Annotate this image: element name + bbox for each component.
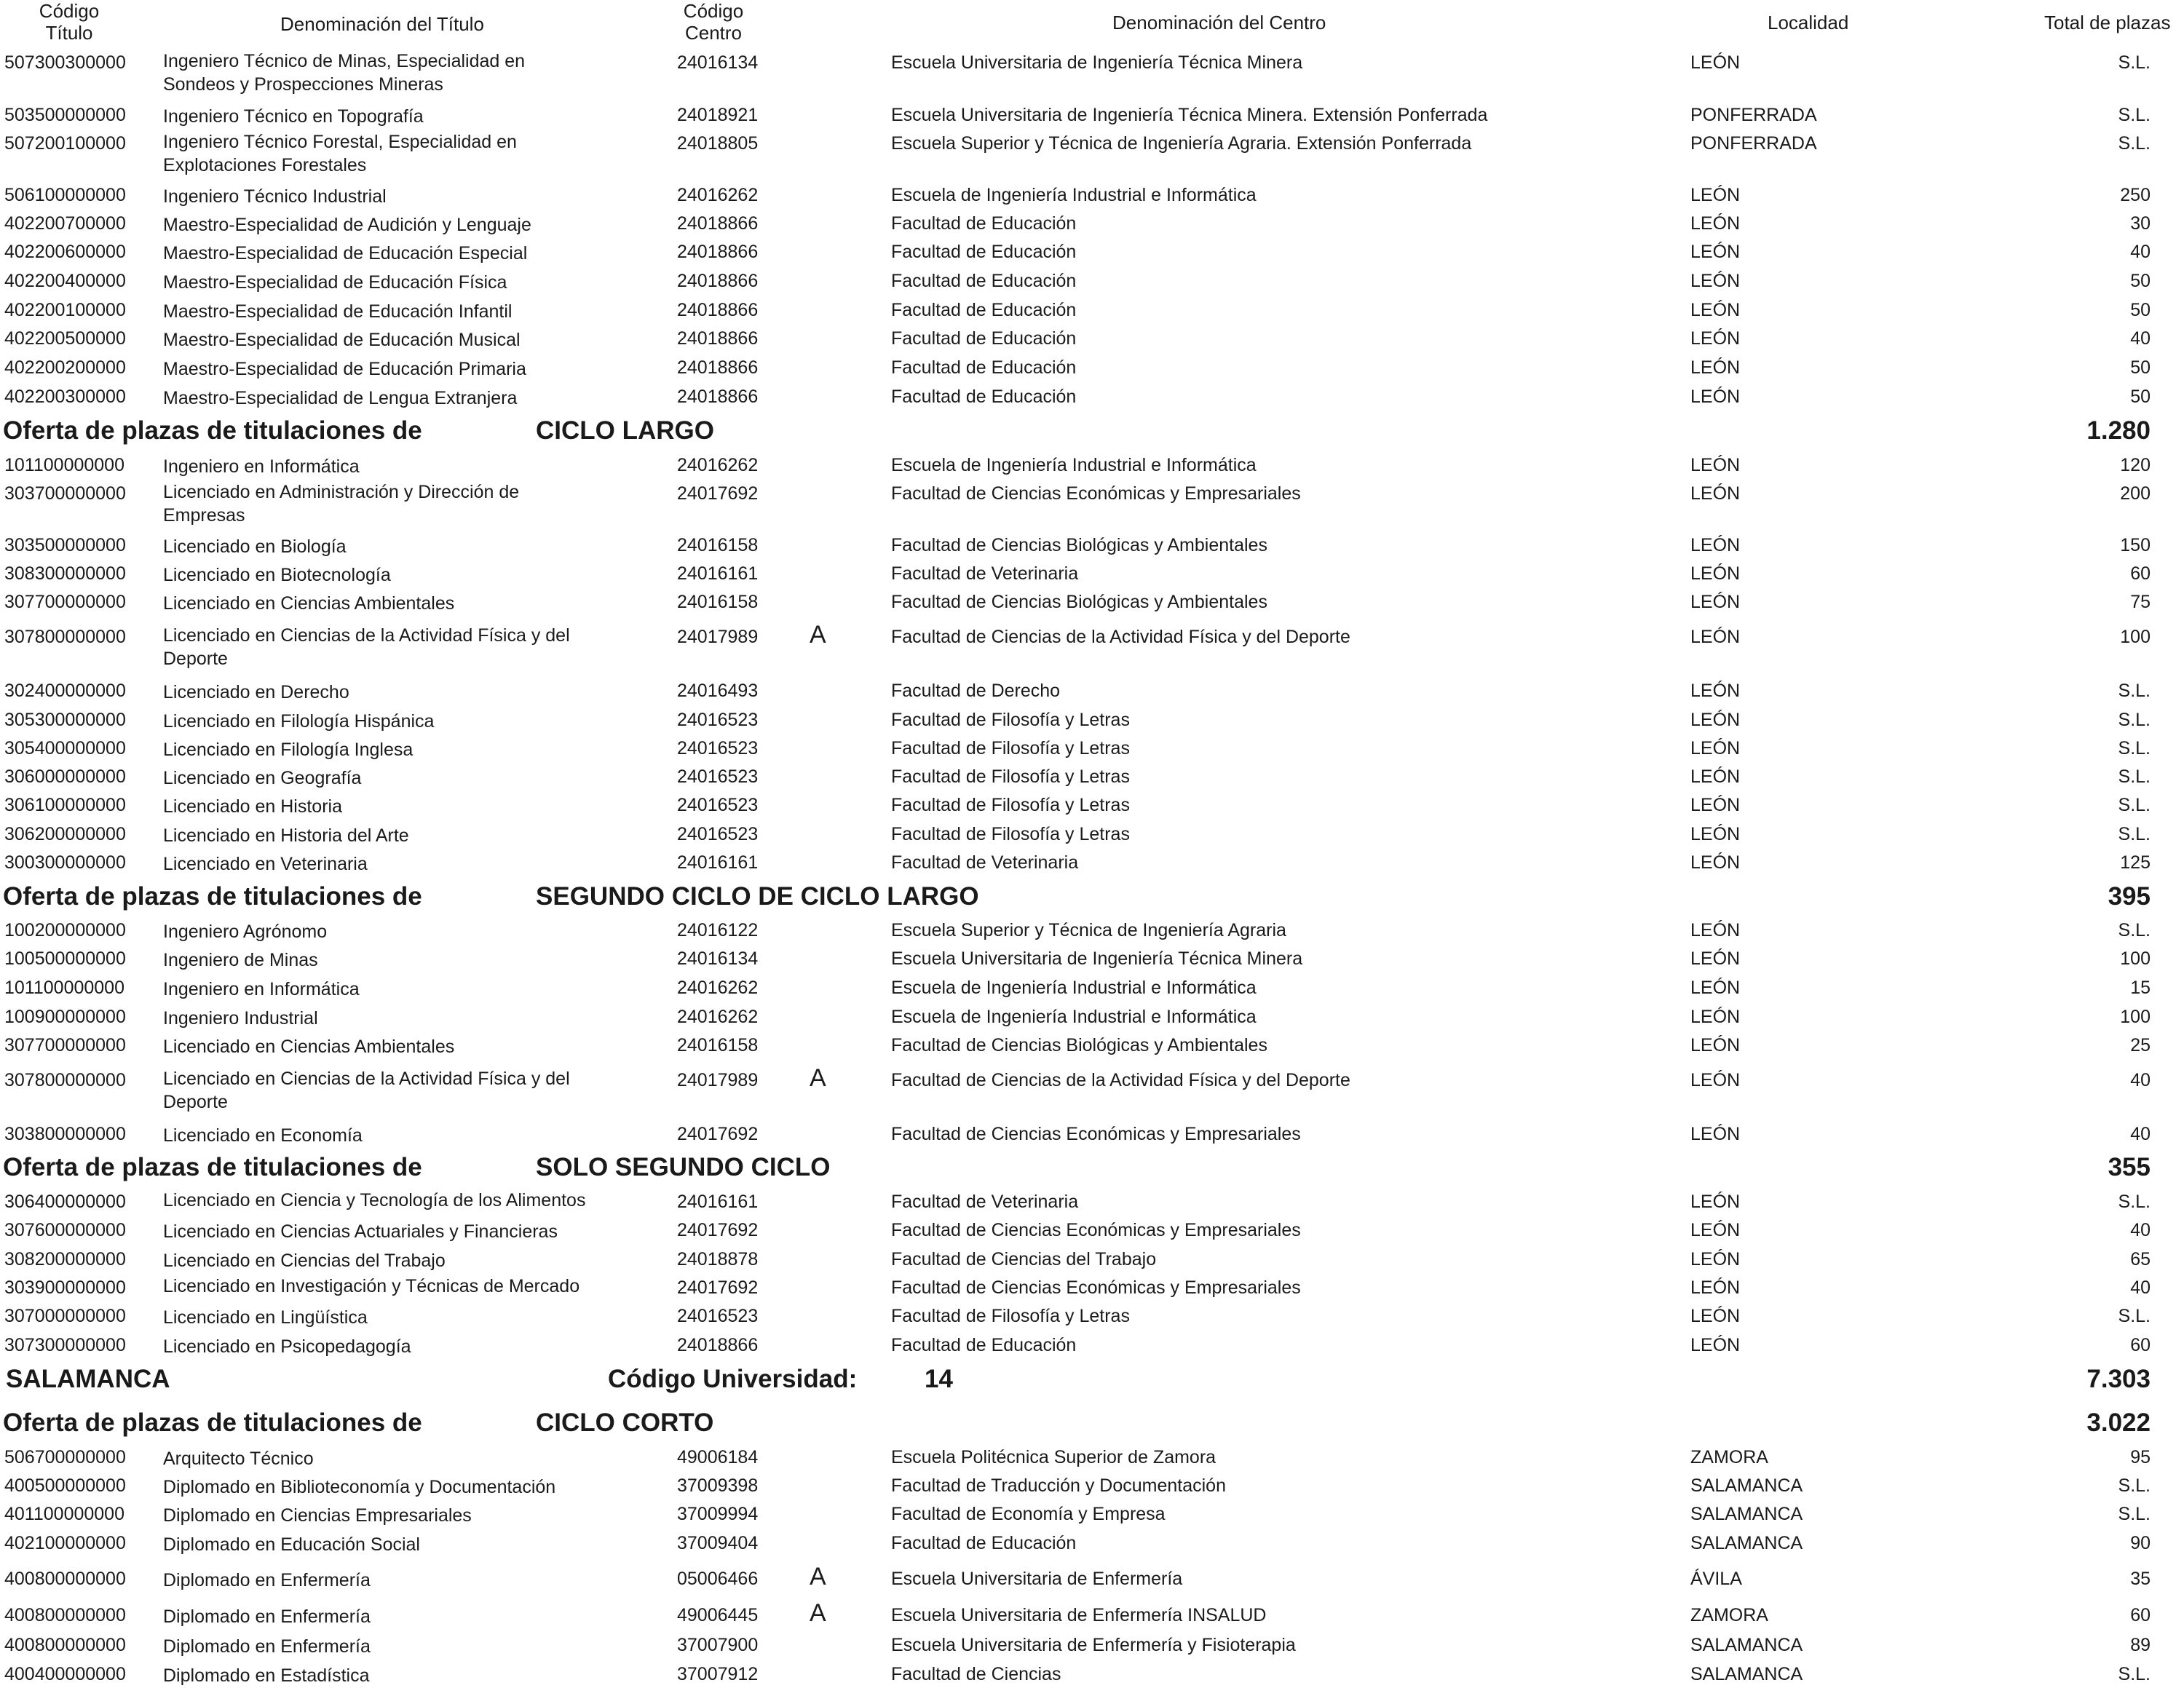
denominacion-centro: Facultad de Educación [891,300,1077,320]
total-plazas: S.L. [2118,1475,2151,1496]
denominacion-titulo: Licenciado en Geografía [163,768,362,788]
codigo-titulo: 402200200000 [4,357,126,378]
codigo-titulo: 402200100000 [4,300,126,320]
denominacion-titulo: Ingeniero Industrial [163,1008,318,1029]
denominacion-titulo: Maestro-Especialidad de Educación Infantil [163,301,513,322]
denominacion-centro: Facultad de Filosofía y Letras [891,738,1130,758]
denominacion-titulo: Maestro-Especialidad de Educación Especial [163,243,528,263]
codigo-titulo: 101100000000 [4,455,124,475]
denominacion-titulo: Licenciado en Administración y Dirección de Empresas [163,482,520,526]
denominacion-titulo: Ingeniero de Minas [163,950,318,970]
section-label: Oferta de plazas de titulaciones de [3,416,422,445]
codigo-centro: 24016158 [677,592,759,612]
codigo-titulo: 303700000000 [4,483,126,504]
denominacion-centro: Facultad de Educación [891,328,1077,349]
total-plazas: S.L. [2118,681,2151,701]
localidad: SALAMANCA [1690,1475,1803,1496]
denominacion-centro: Facultad de Filosofía y Letras [891,1306,1130,1326]
header-codigo-centro: Código Centro [683,0,744,44]
denominacion-centro: Facultad de Ciencias Biológicas y Ambientales [891,1035,1267,1055]
codigo-centro: 37009404 [677,1533,759,1553]
denominacion-centro: Escuela Universitaria de Enfermería y Fisioterapia [891,1635,1296,1655]
denominacion-centro: Facultad de Ciencias del Trabajo [891,1249,1157,1269]
section-total: 3.022 [2086,1408,2151,1437]
total-plazas: 50 [2130,300,2151,320]
localidad: LEÓN [1690,795,1741,815]
denominacion-centro: Facultad de Educación [891,357,1077,378]
localidad: PONFERRADA [1690,133,1817,154]
denominacion-centro: Escuela Superior y Técnica de Ingeniería Agraria. Extensión Ponferrada [891,133,1472,154]
codigo-titulo: 400400000000 [4,1664,126,1684]
total-plazas: 150 [2120,535,2151,555]
denominacion-titulo: Diplomado en Biblioteconomía y Documentación [163,1477,556,1497]
denominacion-titulo: Maestro-Especialidad de Educación Musical [163,330,521,350]
denominacion-titulo: Diplomado en Enfermería [163,1570,371,1590]
localidad: LEÓN [1690,766,1741,787]
codigo-titulo: 401100000000 [4,1504,124,1524]
denominacion-centro: Facultad de Traducción y Documentación [891,1475,1226,1496]
codigo-titulo: 307300000000 [4,1335,126,1355]
localidad: LEÓN [1690,535,1741,555]
codigo-centro: 24016523 [677,710,759,730]
localidad: LEÓN [1690,738,1741,758]
section-label: Oferta de plazas de titulaciones de [3,882,422,911]
codigo-titulo: 402200300000 [4,387,126,407]
total-plazas: 40 [2130,1124,2151,1144]
total-plazas: S.L. [2118,1306,2151,1326]
localidad: ZAMORA [1690,1605,1768,1625]
codigo-titulo: 303900000000 [4,1277,126,1298]
university-code-label: Código Universidad: [608,1365,858,1393]
total-plazas: 200 [2120,483,2151,504]
total-plazas: S.L. [2118,766,2151,787]
denominacion-titulo: Diplomado en Estadística [163,1665,370,1686]
codigo-titulo: 307800000000 [4,1070,126,1090]
codigo-centro: 24016161 [677,1192,759,1212]
localidad: LEÓN [1690,1335,1741,1355]
localidad: PONFERRADA [1690,105,1817,125]
denominacion-centro: Facultad de Educación [891,242,1077,262]
denominacion-titulo: Licenciado en Ciencias del Trabajo [163,1251,446,1271]
denominacion-centro: Facultad de Filosofía y Letras [891,795,1130,815]
localidad: LEÓN [1690,483,1741,504]
denominacion-centro: Facultad de Veterinaria [891,1192,1079,1212]
localidad: LEÓN [1690,1124,1741,1144]
codigo-titulo: 303800000000 [4,1124,126,1144]
total-plazas: S.L. [2118,105,2151,125]
codigo-centro: 24017692 [677,1277,759,1298]
denominacion-titulo: Licenciado en Lingüística [163,1307,368,1328]
denominacion-titulo: Licenciado en Derecho [163,682,349,702]
codigo-centro: 24018878 [677,1249,759,1269]
denominacion-centro: Facultad de Educación [891,1335,1077,1355]
total-plazas: 60 [2130,563,2151,584]
localidad: SALAMANCA [1690,1533,1803,1553]
total-plazas: S.L. [2118,795,2151,815]
codigo-centro: 24016122 [677,920,759,940]
denominacion-centro: Facultad de Ciencias Económicas y Empresariales [891,483,1301,504]
localidad: LEÓN [1690,852,1741,873]
denominacion-titulo: Diplomado en Enfermería [163,1606,371,1627]
denominacion-titulo: Licenciado en Veterinaria [163,854,368,874]
denominacion-titulo: Licenciado en Ciencia y Tecnología de los Alimentos [163,1190,586,1210]
total-plazas: 125 [2120,852,2151,873]
denominacion-titulo: Maestro-Especialidad de Audición y Lenguaje [163,215,531,235]
localidad: SALAMANCA [1690,1504,1803,1524]
total-plazas: 120 [2120,455,2151,475]
denominacion-titulo: Ingeniero Técnico Industrial [163,186,387,207]
codigo-centro: 24016493 [677,681,759,701]
codigo-titulo: 402200600000 [4,242,126,262]
denominacion-centro: Escuela Superior y Técnica de Ingeniería Agraria [891,920,1286,940]
denominacion-titulo: Licenciado en Historia del Arte [163,825,409,846]
total-plazas: S.L. [2118,824,2151,844]
total-plazas: 35 [2130,1569,2151,1589]
codigo-titulo: 306200000000 [4,824,126,844]
denominacion-centro: Facultad de Filosofía y Letras [891,766,1130,787]
denominacion-centro: Facultad de Educación [891,1533,1077,1553]
total-plazas: 50 [2130,357,2151,378]
total-plazas: 100 [2120,948,2151,969]
localidad: SALAMANCA [1690,1635,1803,1655]
localidad: LEÓN [1690,592,1741,612]
section-total: 395 [2108,882,2151,911]
flag-marker: A [810,1064,826,1092]
localidad: LEÓN [1690,300,1741,320]
codigo-titulo: 101100000000 [4,978,124,998]
denominacion-centro: Facultad de Ciencias Biológicas y Ambientales [891,592,1267,612]
denominacion-centro: Facultad de Ciencias Económicas y Empresariales [891,1220,1301,1240]
total-plazas: 95 [2130,1447,2151,1467]
section-label: Oferta de plazas de titulaciones de [3,1408,422,1437]
codigo-centro: 24016523 [677,795,759,815]
codigo-titulo: 306000000000 [4,766,126,787]
denominacion-titulo: Diplomado en Enfermería [163,1636,371,1657]
total-plazas: 60 [2130,1335,2151,1355]
codigo-titulo: 506100000000 [4,185,126,205]
total-plazas: S.L. [2118,710,2151,730]
denominacion-titulo: Maestro-Especialidad de Educación Primaria [163,359,526,379]
denominacion-titulo: Ingeniero en Informática [163,456,360,477]
header-denominacion-titulo: Denominación del Título [280,13,484,35]
codigo-titulo: 307000000000 [4,1306,126,1326]
header-denominacion-centro: Denominación del Centro [1112,12,1326,33]
codigo-centro: 24018866 [677,242,759,262]
total-plazas: 40 [2130,242,2151,262]
total-plazas: S.L. [2118,133,2151,154]
localidad: LEÓN [1690,185,1741,205]
localidad: LEÓN [1690,387,1741,407]
codigo-titulo: 100900000000 [4,1007,126,1027]
header-total-plazas: Total de plazas [2044,12,2171,33]
localidad: ÁVILA [1690,1569,1742,1589]
denominacion-centro: Facultad de Veterinaria [891,852,1079,873]
total-plazas: 60 [2130,1605,2151,1625]
denominacion-titulo: Licenciado en Ciencias Actuariales y Financieras [163,1221,558,1242]
localidad: LEÓN [1690,271,1741,291]
localidad: LEÓN [1690,242,1741,262]
localidad: LEÓN [1690,563,1741,584]
total-plazas: 50 [2130,271,2151,291]
localidad: LEÓN [1690,213,1741,234]
total-plazas: 40 [2130,1070,2151,1090]
total-plazas: 75 [2130,592,2151,612]
codigo-centro: 24018866 [677,300,759,320]
localidad: LEÓN [1690,1070,1741,1090]
section-type: CICLO CORTO [536,1408,714,1437]
denominacion-centro: Escuela Universitaria de Enfermería INSALUD [891,1605,1267,1625]
localidad: LEÓN [1690,1220,1741,1240]
codigo-centro: 24016134 [677,948,759,969]
section-type: SOLO SEGUNDO CICLO [536,1153,831,1181]
denominacion-titulo: Ingeniero en Informática [163,979,360,999]
denominacion-titulo: Licenciado en Ciencias de la Actividad Física y del Deporte [163,625,570,669]
total-plazas: 30 [2130,213,2151,234]
codigo-titulo: 303500000000 [4,535,126,555]
codigo-centro: 24018921 [677,105,759,125]
codigo-titulo: 306100000000 [4,795,126,815]
flag-marker: A [810,621,826,649]
codigo-centro: 24017692 [677,1124,759,1144]
localidad: LEÓN [1690,978,1741,998]
codigo-centro: 24018866 [677,387,759,407]
denominacion-centro: Facultad de Ciencias Económicas y Empresariales [891,1277,1301,1298]
codigo-titulo: 400800000000 [4,1569,126,1589]
total-plazas: 40 [2130,328,2151,349]
denominacion-centro: Facultad de Ciencias Económicas y Empresariales [891,1124,1301,1144]
section-label: Oferta de plazas de titulaciones de [3,1153,422,1181]
codigo-centro: 24016523 [677,738,759,758]
denominacion-titulo: Licenciado en Economía [163,1125,363,1146]
denominacion-titulo: Ingeniero Técnico de Minas, Especialidad en Sondeos y Prospecciones Mineras [163,51,526,95]
denominacion-centro: Facultad de Filosofía y Letras [891,824,1130,844]
denominacion-titulo: Licenciado en Investigación y Técnicas de Mercado [163,1276,580,1296]
denominacion-centro: Escuela de Ingeniería Industrial e Informática [891,185,1257,205]
total-plazas: S.L. [2118,1192,2151,1212]
localidad: LEÓN [1690,920,1741,940]
codigo-centro: 24018866 [677,271,759,291]
codigo-titulo: 503500000000 [4,105,126,125]
denominacion-centro: Facultad de Educación [891,213,1077,234]
codigo-centro: 24016262 [677,455,759,475]
codigo-centro: 05006466 [677,1569,759,1589]
codigo-centro: 24016158 [677,535,759,555]
codigo-centro: 24017692 [677,1220,759,1240]
codigo-titulo: 308200000000 [4,1249,126,1269]
denominacion-titulo: Arquitecto Técnico [163,1449,314,1469]
codigo-centro: 24016134 [677,52,759,73]
localidad: LEÓN [1690,1249,1741,1269]
denominacion-centro: Escuela Universitaria de Ingeniería Técnica Minera. Extensión Ponferrada [891,105,1488,125]
codigo-centro: 24016523 [677,766,759,787]
section-total: 1.280 [2086,416,2151,445]
denominacion-titulo: Diplomado en Educación Social [163,1534,420,1555]
total-plazas: S.L. [2118,1504,2151,1524]
codigo-centro: 24016161 [677,563,759,584]
codigo-centro: 49006184 [677,1447,759,1467]
denominacion-centro: Facultad de Educación [891,271,1077,291]
codigo-titulo: 307600000000 [4,1220,126,1240]
section-type: CICLO LARGO [536,416,714,445]
codigo-centro: 37009994 [677,1504,759,1524]
codigo-centro: 24017989 [677,627,759,647]
denominacion-centro: Escuela Universitaria de Ingeniería Técnica Minera [891,948,1303,969]
total-plazas: 100 [2120,627,2151,647]
denominacion-centro: Facultad de Ciencias de la Actividad Física y del Deporte [891,1070,1350,1090]
localidad: LEÓN [1690,1277,1741,1298]
codigo-centro: 24017989 [677,1070,759,1090]
section-type: SEGUNDO CICLO DE CICLO LARGO [536,882,979,911]
codigo-titulo: 400800000000 [4,1605,126,1625]
flag-marker: A [810,1599,826,1627]
codigo-titulo: 307800000000 [4,627,126,647]
codigo-titulo: 306400000000 [4,1192,126,1212]
denominacion-centro: Escuela Universitaria de Ingeniería Técnica Minera [891,52,1303,73]
total-plazas: 15 [2130,978,2151,998]
codigo-titulo: 506700000000 [4,1447,126,1467]
denominacion-centro: Facultad de Ciencias [891,1664,1061,1684]
codigo-centro: 24016523 [677,1306,759,1326]
codigo-centro: 24018866 [677,1335,759,1355]
localidad: LEÓN [1690,1306,1741,1326]
total-plazas: 25 [2130,1035,2151,1055]
localidad: LEÓN [1690,455,1741,475]
codigo-titulo: 402200400000 [4,271,126,291]
codigo-titulo: 305400000000 [4,738,126,758]
denominacion-titulo: Licenciado en Filología Hispánica [163,711,435,732]
localidad: LEÓN [1690,681,1741,701]
codigo-titulo: 402200700000 [4,213,126,234]
flag-marker: A [810,1563,826,1590]
total-plazas: 90 [2130,1533,2151,1553]
denominacion-centro: Facultad de Ciencias Biológicas y Ambientales [891,535,1267,555]
codigo-centro: 24016262 [677,1007,759,1027]
codigo-titulo: 307700000000 [4,592,126,612]
codigo-titulo: 307700000000 [4,1035,126,1055]
codigo-centro: 24018805 [677,133,759,154]
denominacion-titulo: Licenciado en Ciencias Ambientales [163,1037,455,1057]
codigo-titulo: 100500000000 [4,948,126,969]
university-total: 7.303 [2086,1365,2151,1393]
denominacion-centro: Escuela Politécnica Superior de Zamora [891,1447,1216,1467]
university-code: 14 [925,1365,953,1393]
localidad: LEÓN [1690,627,1741,647]
localidad: SALAMANCA [1690,1664,1803,1684]
denominacion-centro: Facultad de Derecho [891,681,1061,701]
denominacion-centro: Escuela de Ingeniería Industrial e Informática [891,1007,1257,1027]
codigo-centro: 37007912 [677,1664,759,1684]
denominacion-titulo: Licenciado en Biología [163,536,347,557]
denominacion-titulo: Maestro-Especialidad de Lengua Extranjera [163,388,518,408]
denominacion-titulo: Ingeniero Agrónomo [163,922,328,942]
codigo-centro: 24016523 [677,824,759,844]
total-plazas: 100 [2120,1007,2151,1027]
denominacion-centro: Escuela de Ingeniería Industrial e Informática [891,978,1257,998]
localidad: LEÓN [1690,52,1741,73]
denominacion-centro: Facultad de Economía y Empresa [891,1504,1166,1524]
localidad: LEÓN [1690,824,1741,844]
codigo-titulo: 400500000000 [4,1475,126,1496]
codigo-titulo: 100200000000 [4,920,126,940]
codigo-titulo: 305300000000 [4,710,126,730]
localidad: LEÓN [1690,357,1741,378]
total-plazas: S.L. [2118,1664,2151,1684]
localidad: ZAMORA [1690,1447,1768,1467]
denominacion-centro: Facultad de Filosofía y Letras [891,710,1130,730]
codigo-titulo: 507200100000 [4,133,126,154]
codigo-centro: 24016158 [677,1035,759,1055]
denominacion-titulo: Maestro-Especialidad de Educación Física [163,272,507,293]
total-plazas: S.L. [2118,738,2151,758]
denominacion-titulo: Licenciado en Ciencias Ambientales [163,593,455,614]
codigo-centro: 37009398 [677,1475,759,1496]
header-localidad: Localidad [1768,12,1849,33]
codigo-titulo: 402100000000 [4,1533,126,1553]
total-plazas: 250 [2120,185,2151,205]
denominacion-centro: Facultad de Veterinaria [891,563,1079,584]
codigo-centro: 24018866 [677,357,759,378]
denominacion-titulo: Licenciado en Ciencias de la Actividad Física y del Deporte [163,1069,570,1112]
total-plazas: 65 [2130,1249,2151,1269]
total-plazas: 50 [2130,387,2151,407]
codigo-centro: 49006445 [677,1605,759,1625]
codigo-titulo: 308300000000 [4,563,126,584]
codigo-centro: 24016262 [677,185,759,205]
codigo-titulo: 300300000000 [4,852,126,873]
codigo-titulo: 507300300000 [4,52,126,73]
codigo-titulo: 402200500000 [4,328,126,349]
localidad: LEÓN [1690,1035,1741,1055]
university-name: SALAMANCA [6,1365,170,1393]
denominacion-titulo: Licenciado en Historia [163,796,342,817]
codigo-centro: 37007900 [677,1635,759,1655]
denominacion-titulo: Licenciado en Psicopedagogía [163,1336,411,1357]
codigo-centro: 24016262 [677,978,759,998]
denominacion-centro: Facultad de Ciencias de la Actividad Física y del Deporte [891,627,1350,647]
localidad: LEÓN [1690,1007,1741,1027]
denominacion-titulo: Licenciado en Filología Inglesa [163,740,414,760]
denominacion-titulo: Licenciado en Biotecnología [163,565,391,585]
denominacion-titulo: Diplomado en Ciencias Empresariales [163,1505,472,1526]
codigo-titulo: 400800000000 [4,1635,126,1655]
total-plazas: 40 [2130,1277,2151,1298]
total-plazas: 40 [2130,1220,2151,1240]
denominacion-titulo: Ingeniero Técnico en Topografía [163,106,424,127]
total-plazas: S.L. [2118,920,2151,940]
total-plazas: S.L. [2118,52,2151,73]
localidad: LEÓN [1690,328,1741,349]
denominacion-centro: Escuela Universitaria de Enfermería [891,1569,1183,1589]
codigo-titulo: 302400000000 [4,681,126,701]
codigo-centro: 24016161 [677,852,759,873]
total-plazas: 89 [2130,1635,2151,1655]
localidad: LEÓN [1690,1192,1741,1212]
denominacion-titulo: Ingeniero Técnico Forestal, Especialidad en Explotaciones Forestales [163,132,517,175]
denominacion-centro: Facultad de Educación [891,387,1077,407]
localidad: LEÓN [1690,948,1741,969]
denominacion-centro: Escuela de Ingeniería Industrial e Informática [891,455,1257,475]
codigo-centro: 24017692 [677,483,759,504]
codigo-centro: 24018866 [677,328,759,349]
localidad: LEÓN [1690,710,1741,730]
section-total: 355 [2108,1153,2151,1181]
codigo-centro: 24018866 [677,213,759,234]
header-codigo-titulo: Código Título [39,0,100,44]
